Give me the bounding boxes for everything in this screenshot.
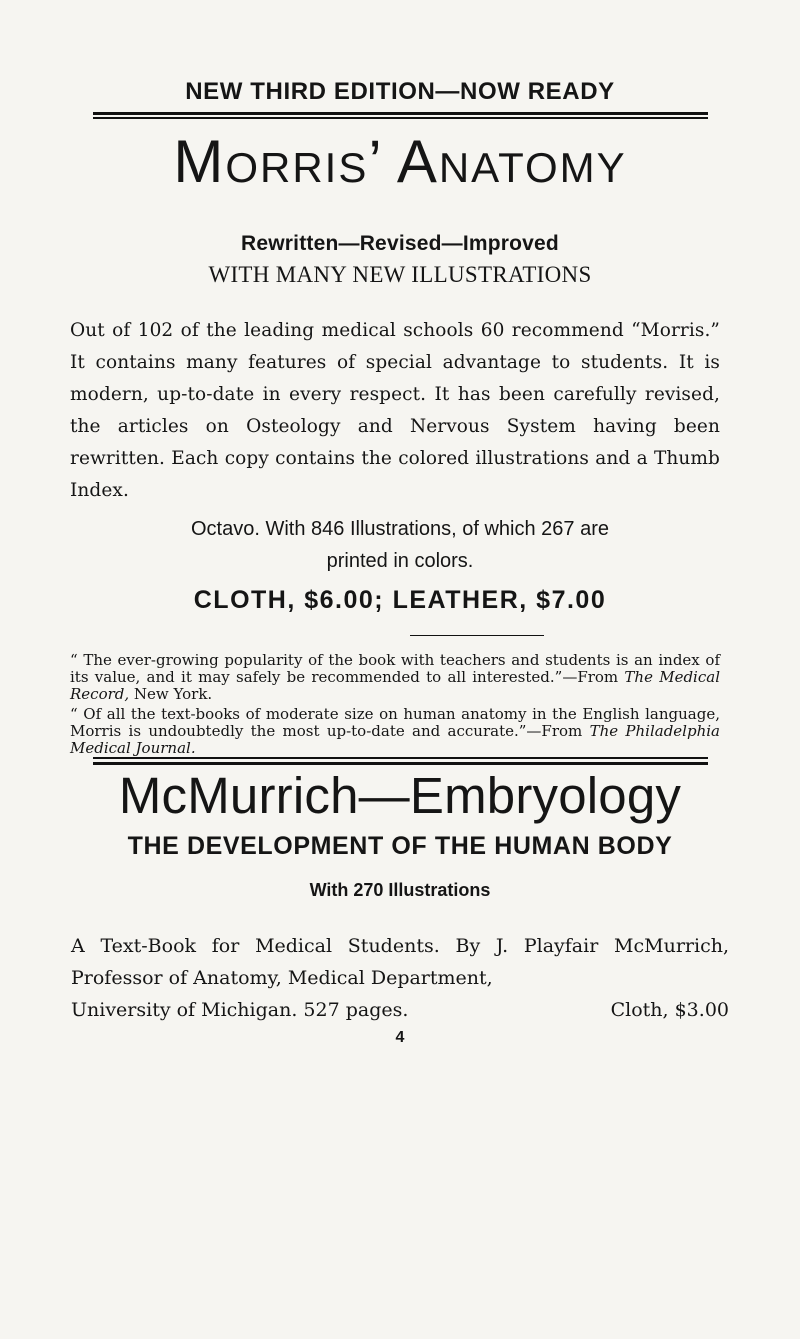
quote-philadelphia-journal bbox=[70, 706, 720, 757]
morris-anatomy-title: Morris’ Anatomy bbox=[173, 128, 627, 195]
middle-double-rule-lower bbox=[93, 762, 708, 765]
middle-double-rule-upper bbox=[93, 757, 708, 759]
embryology-university-pages: University of Michigan. 527 pages. bbox=[71, 999, 409, 1021]
quote-medical-record bbox=[70, 652, 720, 703]
quote-1-source: The Medical Record, bbox=[70, 668, 720, 703]
top-double-rule-upper bbox=[93, 112, 708, 115]
embryology-price: Cloth, $3.00 bbox=[610, 999, 729, 1021]
quote-1-text: “ The ever-growing popularity of the book with teachers and students is an index of its value, and it may safely be recommended to all interested.”—From bbox=[70, 651, 720, 686]
quote-2-source: The Philadelphia Medical Journal. bbox=[70, 722, 720, 757]
morris-price: CLOTH, $6.00; LEATHER, $7.00 bbox=[193, 586, 607, 614]
quote-1-location: New York. bbox=[129, 685, 213, 703]
edition-banner: NEW THIRD EDITION—NOW READY bbox=[185, 78, 615, 105]
morris-description: Out of 102 of the leading medical schools 60 recommend “Morris.” It contains many features of special advantage to students. It is modern, up-to-date in every respect. It has been carefully revised, the articles on Osteology and Nervous System having been rewritten. Each copy contains the colored illustrations and a Thumb Index. bbox=[70, 320, 720, 501]
morris-illustrations-line: WITH MANY NEW ILLUSTRATIONS bbox=[208, 262, 592, 287]
embryology-last-line bbox=[71, 994, 729, 1026]
embryology-description: A Text-Book for Medical Students. By J. Playfair McMurrich, Professor of Anatomy, Medical Department, bbox=[71, 935, 729, 989]
embryology-subtitle: THE DEVELOPMENT OF THE HUMAN BODY bbox=[127, 832, 673, 860]
morris-subtitle: Rewritten—Revised—Improved bbox=[241, 232, 559, 255]
morris-specs bbox=[100, 513, 700, 577]
embryology-illustrations-line: With 270 Illustrations bbox=[309, 880, 491, 900]
page-number: 4 bbox=[395, 1029, 405, 1046]
quote-2-text: “ Of all the text-books of moderate size on human anatomy in the English language, Morris is undoubtedly the most up-to-date and accurate.”—From bbox=[70, 705, 720, 740]
short-divider bbox=[410, 635, 544, 636]
embryology-title: McMurrich—Embryology bbox=[118, 767, 682, 824]
top-double-rule-lower bbox=[93, 117, 708, 119]
morris-specs-line-1: Octavo. With 846 Illustrations, of which 267 are bbox=[191, 518, 609, 540]
morris-specs-line-2: printed in colors. bbox=[326, 550, 474, 572]
